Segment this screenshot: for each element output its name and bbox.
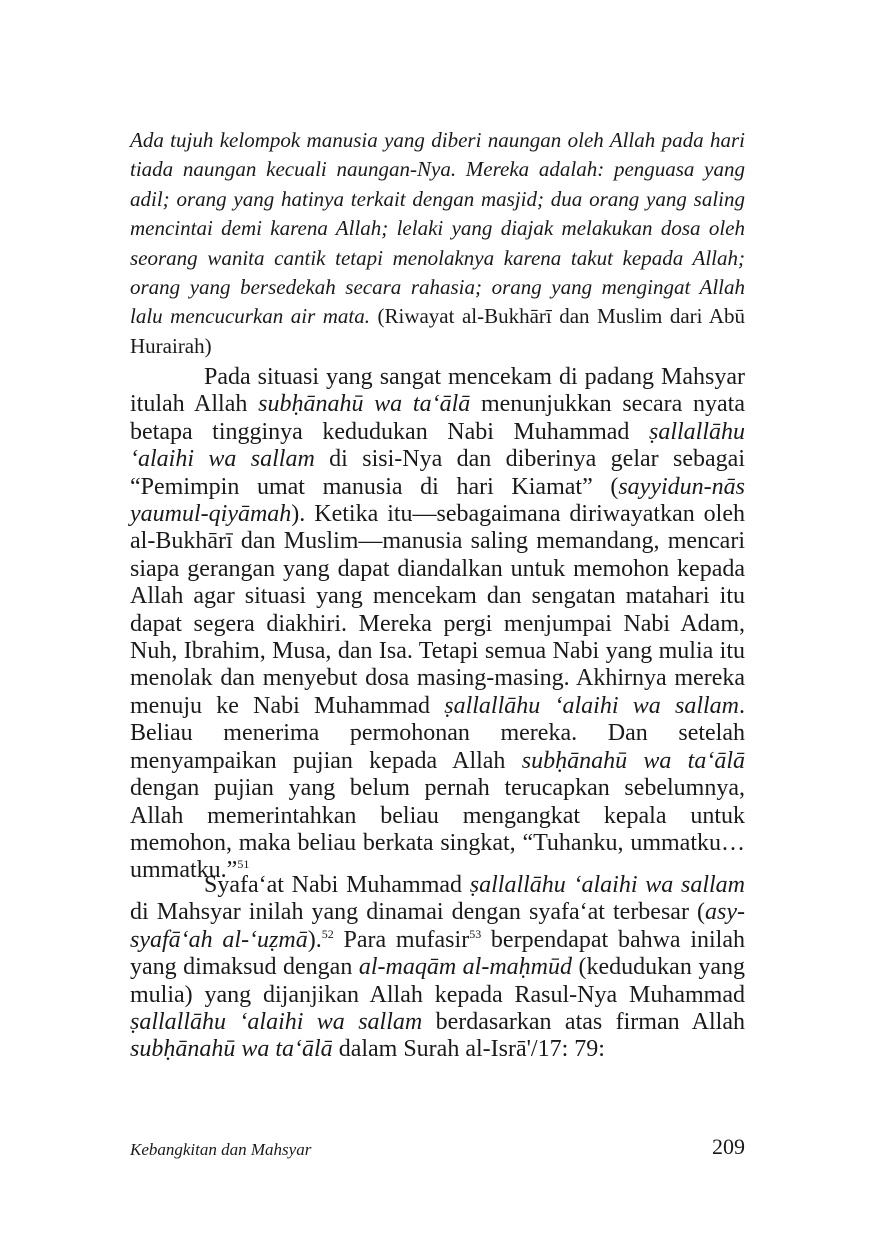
text-run: di sisi-Nya dan diberinya gelar sebagai “Pemimpin umat manusia di hari Kiamat” ( xyxy=(130,446,746,500)
text-run: Pada situasi yang sangat mencekam di padang Mahsyar itulah Allah xyxy=(130,364,745,418)
hadith-quote xyxy=(130,126,745,361)
italic-term: sayyidun-nās yaumul-qiyāmah xyxy=(130,473,745,528)
text-run: dengan pujian yang belum pernah terucapkan sebelumnya, Allah memerintahkan beliau mengangkat kepala untuk memohon, maka beliau berkata singkat, “Tuhanku, ummatku… ummatku.” xyxy=(130,775,745,884)
text-run: di Mahsyar inilah yang dinamai dengan syafa‘at terbesar ( xyxy=(130,899,706,926)
text-run: dalam Surah al-Isrā'/17: 79: xyxy=(332,1036,605,1063)
italic-term: subḥānahū wa ta‘ālā xyxy=(258,391,471,418)
footnote-ref[interactable]: 51 xyxy=(237,857,250,872)
text-run: menunjukkan secara nyata betapa tingginya kedudukan Nabi Muhammad xyxy=(130,391,745,445)
footnote-ref[interactable]: 52 xyxy=(321,926,334,941)
text-run: ). xyxy=(307,926,322,953)
text-run: ). Ketika itu—sebagaimana diriwayatkan oleh al-Bukhārī dan Muslim—manusia saling memandang, mencari siapa gerangan yang dapat diandalkan untuk memohon kepada Allah agar situasi yang mencekam dan sengatan matahari itu dapat segera diakhiri. Mereka pergi menjumpai Nabi Adam, Nuh, Ibrahim, Musa, dan Isa. Tetapi semua Nabi yang mulia itu menolak dan menyebut dosa masing-masing. Akhirnya mereka menuju ke Nabi Muhammad xyxy=(130,501,745,719)
text-run: (kedudukan yang mulia) yang dijanjikan Allah kepada Rasul-Nya Muhammad xyxy=(130,954,745,1008)
italic-term: ṣallallāhu ‘alaihi wa sallam xyxy=(444,692,739,719)
hadith-translation: Ada tujuh kelompok manusia yang diberi naungan oleh Allah pada hari tiada naungan kecuali naungan-Nya. Mereka adalah: penguasa yang adil; orang yang hatinya terkait dengan masjid; dua orang yang saling mencintai demi karena Allah; lelaki yang diajak melakukan dosa oleh seorang wanita cantik tetapi menolaknya karena takut kepada Allah; orang yang bersedekah secara rahasia; orang yang mengingat Allah lalu mencucurkan air mata. xyxy=(130,128,745,329)
italic-term: ṣallallāhu ‘alaihi wa sallam xyxy=(130,1009,423,1036)
text-run: berpendapat bahwa inilah yang dimaksud dengan xyxy=(130,926,745,981)
paragraph-mahsyar xyxy=(130,364,745,885)
running-footer-title: Kebangkitan dan Mahsyar xyxy=(130,1140,312,1159)
text-run: berdasarkan atas firman Allah xyxy=(422,1009,745,1036)
italic-term: ṣallallāhu ‘alaihi wa sallam xyxy=(469,872,745,898)
italic-term: asy-syafā‘ah al-‘uẓmā xyxy=(130,899,745,953)
text-run: . Beliau menerima permohonan mereka. Dan setelah menyampaikan pujian kepada Allah xyxy=(130,692,745,774)
footnote-ref[interactable]: 53 xyxy=(469,926,482,941)
paragraph-syafaat xyxy=(130,872,745,1064)
text-run: Syafa‘at Nabi Muhammad xyxy=(204,872,470,898)
italic-term: ṣallallāhu ‘alaihi wa sallam xyxy=(130,418,745,473)
page-number: 209 xyxy=(712,1134,745,1159)
italic-term: al-maqām al-maḥmūd xyxy=(358,954,573,981)
hadith-source: (Riwayat al-Bukhārī dan Muslim dari Abū Hurairah) xyxy=(130,304,745,358)
text-run: Para mufasir xyxy=(333,926,470,953)
italic-term: subḥānahū wa ta‘ālā xyxy=(521,747,745,774)
italic-term: subḥānahū wa ta‘ālā xyxy=(130,1036,333,1063)
